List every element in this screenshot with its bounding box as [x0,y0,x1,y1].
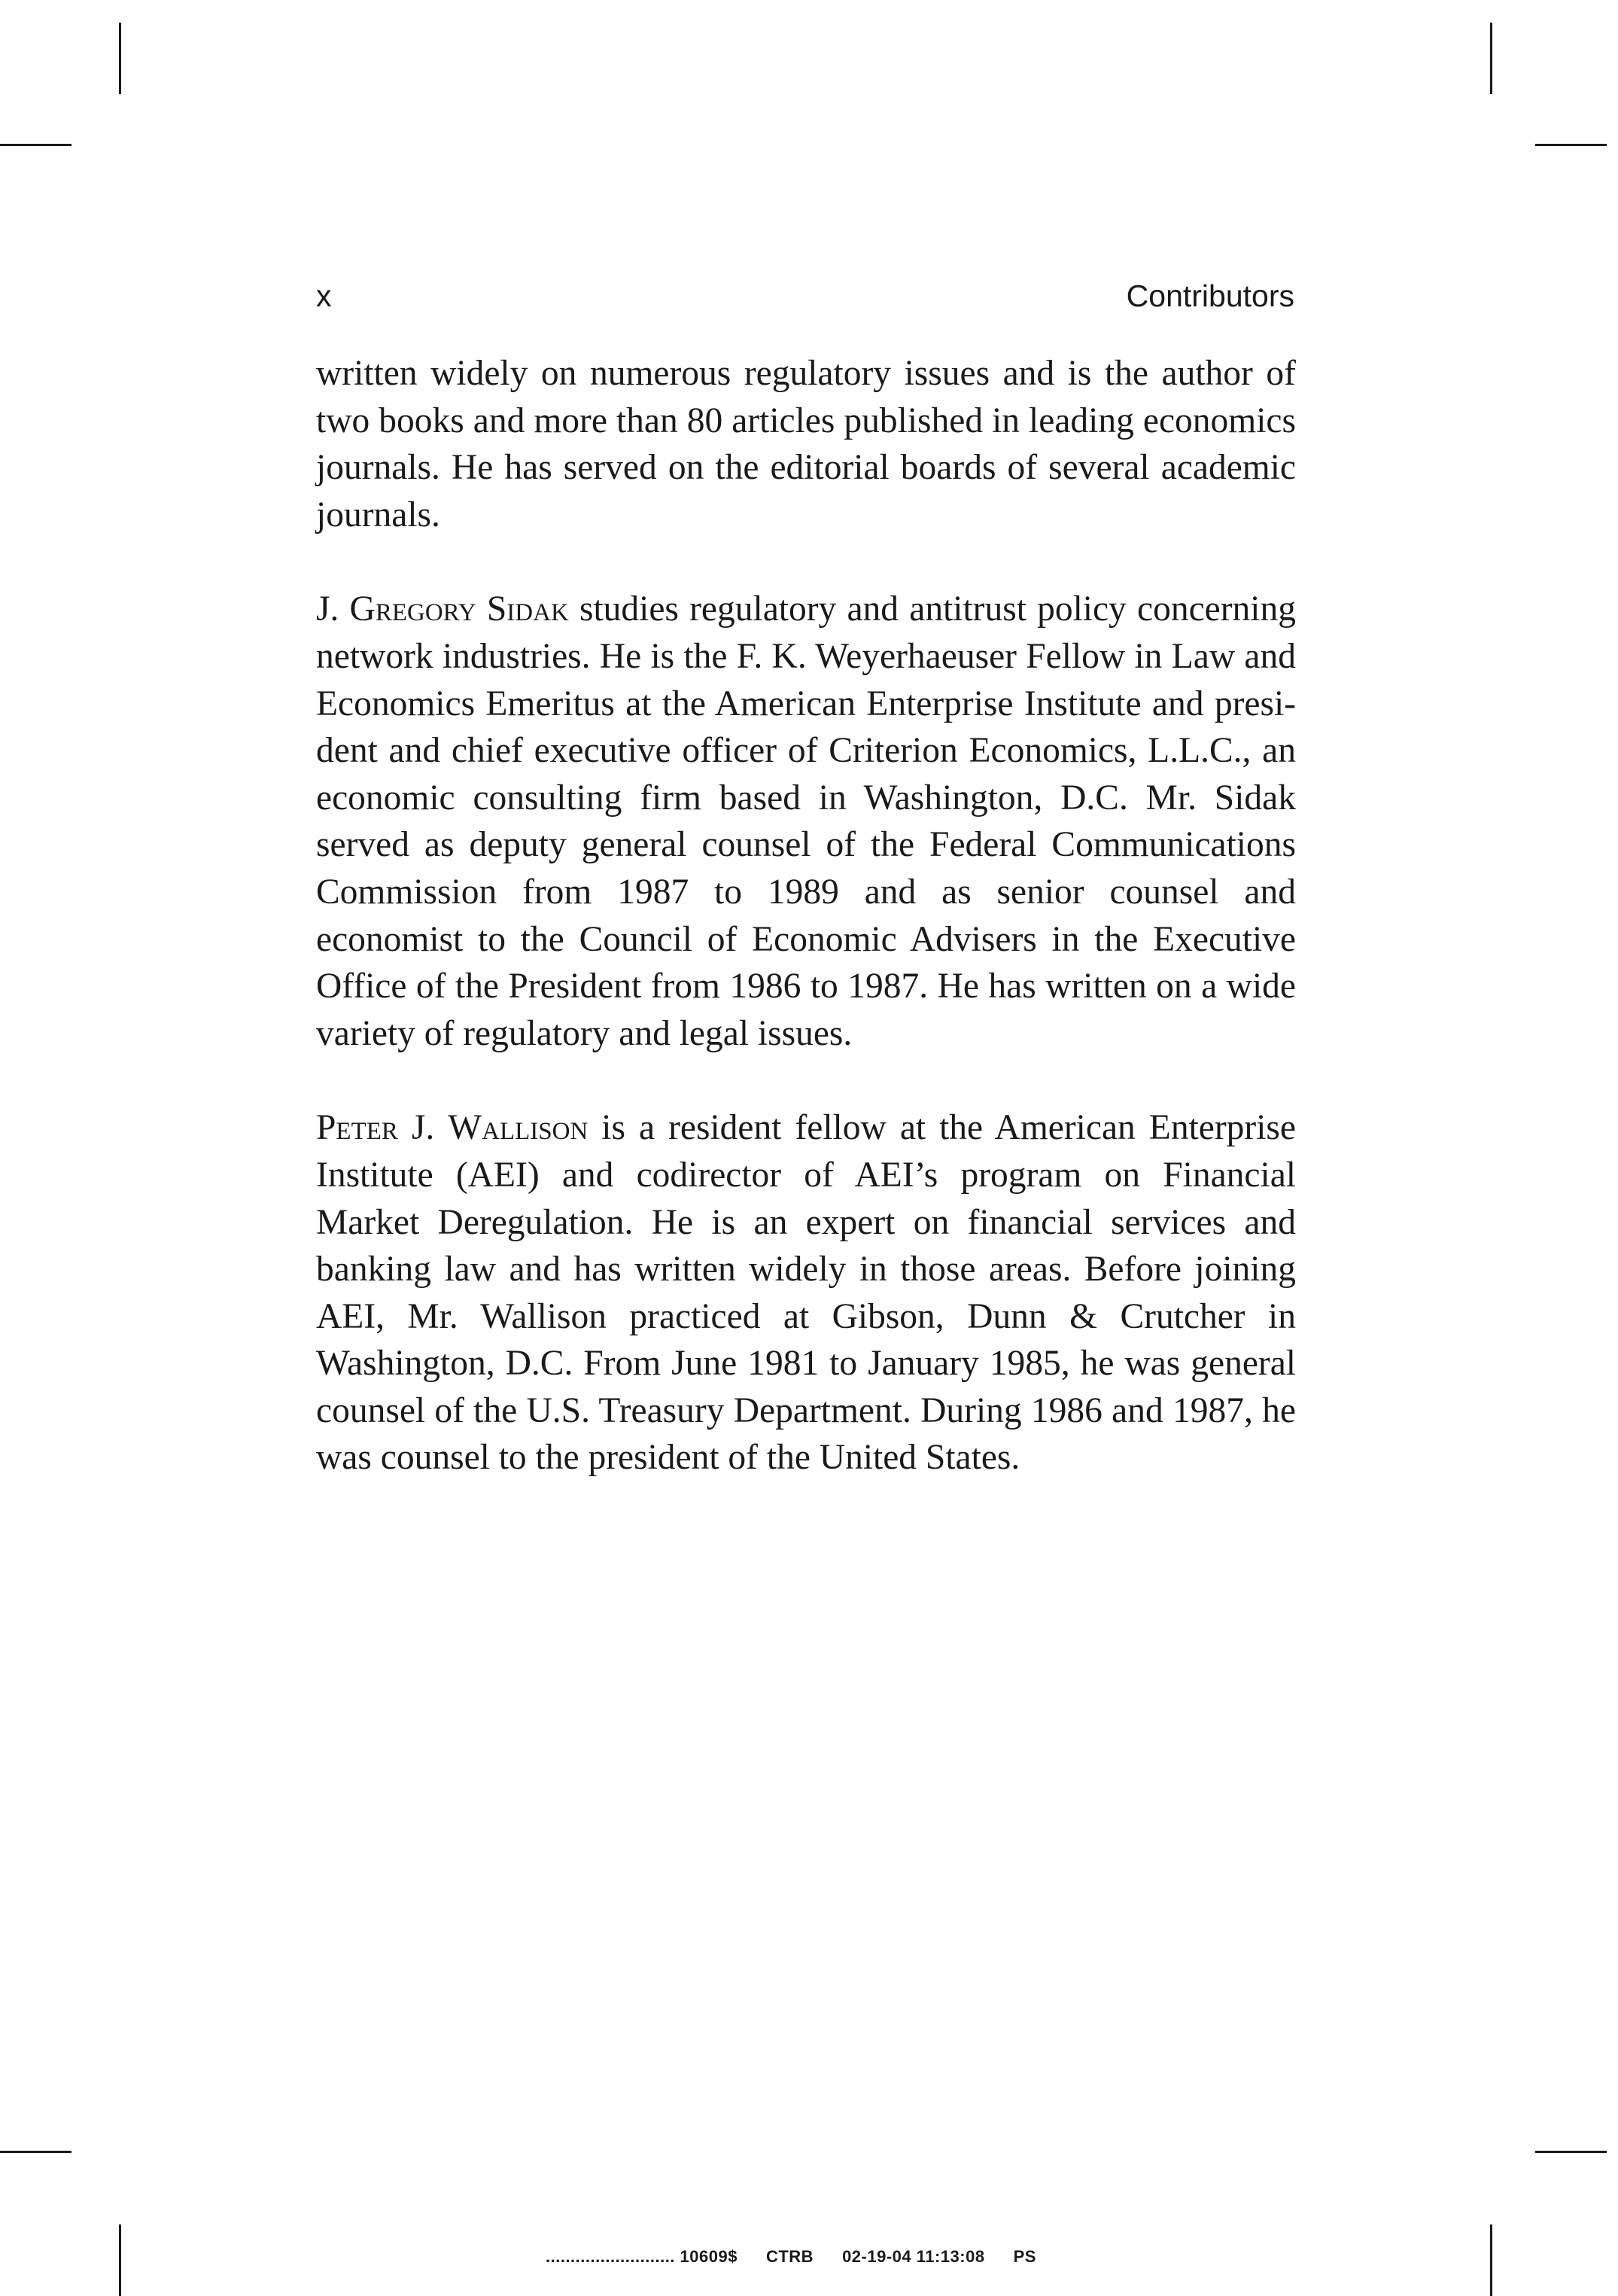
paragraph-continuation [316,350,1296,538]
bio-wallison [316,1104,1296,1481]
crop-mark-top-left-horizontal [0,144,71,146]
crop-mark-bottom-right-vertical [1490,2224,1492,2296]
page-body [316,350,1296,1529]
running-head [316,279,1294,324]
name-first: Gregory [349,589,476,629]
contributor-name [316,1108,588,1147]
slug-timestamp: 02-19-04 11:13:08 [842,2247,985,2266]
paragraph-text: is a resident fellow at the American Enterprise Institute (AEI) and codirector of AEI’s program on Financial Market Deregulation. He is an expert on financial services and banking law and has written widely in those areas. Before joining AEI, Mr. Wallison practiced at Gibson, Dunn & Crutcher in Washington, D.C. From June 1981 to January 1985, he was general counsel of the U.S. Treasury Department. During 1986 and 1987, he was counsel to the president of the United States. [316,1108,1296,1478]
slug-proof: PS [1013,2247,1036,2266]
name-last: Sidak [486,589,569,629]
slug-code: CTRB [765,2247,814,2266]
crop-mark-bottom-left-vertical [119,2224,121,2296]
crop-mark-top-left-vertical [119,23,121,94]
bio-sidak [316,586,1296,1057]
paragraph-text: written widely on numerous regulatory issues and is the author of two books and more than 80 articles published in leading economics journals. He has served on the editorial boards of several academic journals. [316,354,1296,534]
name-first: Peter [316,1108,398,1148]
crop-mark-bottom-left-horizontal [0,2151,71,2153]
name-initial: J. [316,589,350,629]
name-last: Wallison [448,1108,589,1148]
crop-mark-top-right-vertical [1490,23,1492,94]
slug-job: .......................... 10609$ [546,2247,738,2266]
printer-slug [546,2247,1065,2267]
crop-mark-bottom-right-horizontal [1535,2151,1607,2153]
name-space [476,589,487,629]
name-initial: J. [397,1108,449,1148]
section-title: Contributors [1126,279,1294,313]
crop-mark-top-right-horizontal [1535,144,1607,146]
paragraph-text: studies regulatory and antitrust policy concerning network industries. He is the F. K. Weyerhaeuser Fellow in Law and Economics Emeritus at the American Enterprise Institute and president and chief executive officer of Criterion Economics, L.L.C., an economic consulting firm based in Washington, D.C. Mr. Sidak served as deputy general counsel of the Federal Communications Commission from 1987 to 1989 and as senior counsel and economist to the Council of Economic Advisers in the Executive Office of the President from 1986 to 1987. He has written on a wide variety of regulatory and legal issues. [316,589,1297,1053]
page-number: x [316,279,332,313]
contributor-name [316,589,569,629]
